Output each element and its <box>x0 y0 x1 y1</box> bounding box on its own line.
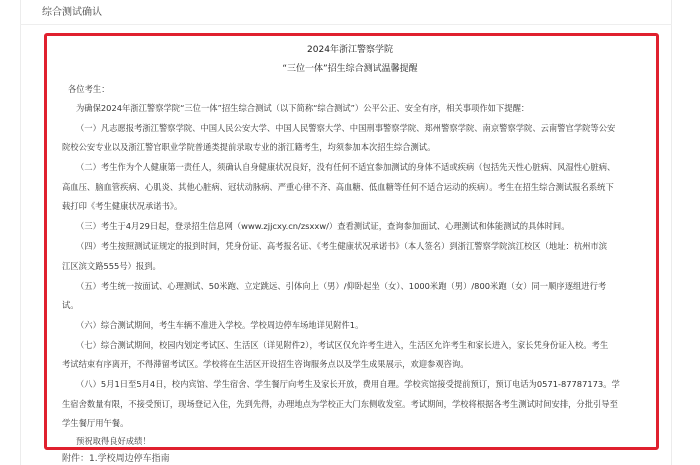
notice-item-3-line-1: （三）考生于4月29日起，登录招生信息网（www.zjjcxy.cn/zsxxw/）查看测试证，查询参加面试、心理测试和体能测试的具体时间。 <box>76 221 570 231</box>
notice-item-6-line-1: （六）综合测试期间，考生车辆不准进入学校。学校周边停车场地详见附件1。 <box>76 320 364 330</box>
notice-item-2-line-3: 载打印《考生健康状况承诺书》。 <box>62 201 183 211</box>
header-divider <box>20 24 672 25</box>
notice-item-2-line-2: 高血压、脑血管疾病、心肌炎、其他心脏病、冠状动脉病、严重心律不齐、高血糖、低血糖等任何不适合运动的疾病）。考生在招生综合测试报名系统下 <box>62 182 614 192</box>
notice-item-1-line-2: 院校公安专业以及浙江警官职业学院普通类提前录取专业的浙江籍考生，均须参加本次招生综合测试。 <box>62 142 436 152</box>
notice-subtitle: “三位一体”招生综合测试温馨提醒 <box>282 64 418 74</box>
notice-item-8-line-1: （八）5月1日至5月4日，校内宾馆、学生宿舍、学生餐厅向考生及家长开放，费用自理。学校宾馆接受提前预订，预订电话为0571-87787173。学 <box>76 379 620 389</box>
notice-item-5-line-2: 试。 <box>62 300 79 310</box>
notice-title: 2024年浙江警察学院 <box>307 45 393 55</box>
notice-item-7-line-1: （七）综合测试期间，校园内划定考试区、生活区（详见附件2），考试区仅允许考生进入，生活区允许考生和家长进入，家长凭身份证入校。考生 <box>76 340 609 350</box>
notice-item-7-line-2: 考试结束有序离开，不得滞留考试区。学校将在生活区开设招生咨询服务点以及学生成果展示，欢迎参观咨询。 <box>62 359 469 369</box>
notice-item-5-line-1: （五）考生统一按面试、心理测试、50米跑、立定跳远、引体向上（男）/仰卧起坐（女）、1000米跑（男）/800米跑（女）同一顺序逐组进行考 <box>76 281 607 291</box>
notice-item-4-line-1: （四）考生按照测试证规定的报到时间，凭身份证、高考报名证、《考生健康状况承诺书》（本人签名）到浙江警察学院滨江校区（地址：杭州市滨 <box>76 241 608 251</box>
notice-item-1-line-1: （一）凡志愿报考浙江警察学院、中国人民公安大学、中国人民警察大学、中国刑事警察学院、郑州警察学院、南京警察学院、云南警官学院等公安 <box>76 123 616 133</box>
notice-greeting: 各位考生： <box>68 84 110 94</box>
notice-intro: 为确保2024年浙江警察学院“三位一体”招生综合测试（以下简称“综合测试”）公平公正、安全有序，相关事项作如下提醒： <box>76 103 530 113</box>
page-header: 综合测试确认 <box>42 7 102 18</box>
notice-item-8-line-3: 学生餐厅用午餐。 <box>62 418 129 428</box>
attachment-link[interactable]: 附件：1.学校周边停车指南 <box>62 454 170 464</box>
notice-item-2-line-1: （二）考生作为个人健康第一责任人，须确认自身健康状况良好，没有任何不适宜参加测试的身体不适或疾病（包括先天性心脏病、风湿性心脏病、 <box>76 162 616 172</box>
notice-item-4-line-2: 江区滨文路555号）报到。 <box>62 261 161 271</box>
notice-closing: 预祝取得良好成绩！ <box>76 436 151 446</box>
notice-item-8-line-2: 生宿舍数量有限，不接受预订，现场登记入住，先到先得，办理地点为学校正大门东侧收发室。考试期间，学校将根据各考生测试时间安排，分批引导至 <box>62 399 618 409</box>
